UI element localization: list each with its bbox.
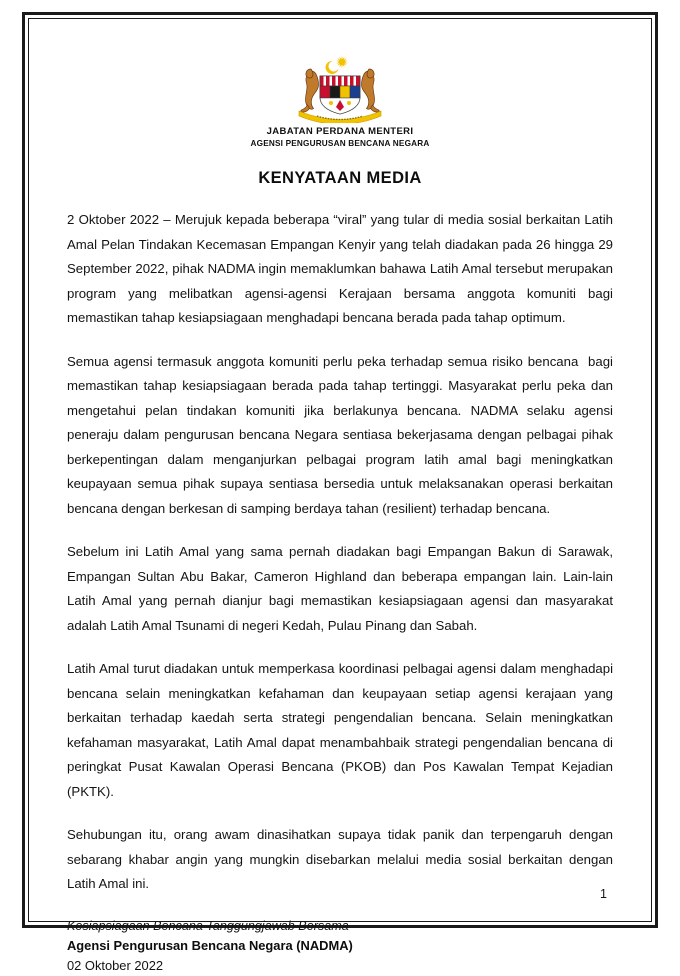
page-border-outer [22,12,658,973]
signature-tagline: Kesiapsiagaan Bencana Tanggungjawab Bersama [67,918,349,933]
page-border-inner [28,18,652,973]
signature-block [67,916,613,976]
paragraph-5: Sehubungan itu, orang awam dinasihatkan supaya tidak panik dan terpengaruh dengan sebarang khabar angin yang mungkin disebarkan melalui media sosial berkaitan dengan Latih Amal ini. [67,827,617,891]
paragraph-4: Latih Amal turut diadakan untuk memperkasa koordinasi pelbagai agensi dalam menghadapi bencana selain meningkatkan kefahaman dan keupayaan setiap agensi kerajaan yang berkaitan terhadap kaedah serta strategi pengendalian bencana. Selain meningkatkan kefahaman masyarakat, Latih Amal dapat menambahbaik strategi pengendalian bencana di peringkat Pusat Kawalan Operasi Bencana (PKOB) dan Pos Kawalan Tempat Kejadian (PKTK). [67,661,617,799]
org-line-primary: JABATAN PERDANA MENTERI [266,126,414,137]
paragraph-3: Sebelum ini Latih Amal yang sama pernah diadakan bagi Empangan Bakun di Sarawak, Empangan Sultan Abu Bakar, Cameron Highland dan beberapa empangan lain. Lain-lain Latih Amal yang pernah dianjur bagi memastikan kesiapsiagaan agensi dan masyarakat adalah Latih Amal Tsunami di negeri Kedah, Pulau Pinang dan Sabah. [67,544,617,633]
signature-date: 02 Oktober 2022 [67,957,164,973]
paragraph-1: 2 Oktober 2022 – Merujuk kepada beberapa “viral” yang tular di media sosial berkaitan Latih Amal Pelan Tindakan Kecemasan Empangan Kenyir yang telah diadakan pada 26 hingga 29 September 2022, pihak NADMA ingin memaklumkan bahawa Latih Amal tersebut merupakan program yang melibatkan agensi-agensi Kerajaan bersama anggota komuniti bagi memastikan tahap kesiapsiagaan menghadapi bencana berada pada tahap optimum. [67,212,617,325]
page-title: KENYATAAN MEDIA [258,169,422,187]
signature-organisation: Agensi Pengurusan Bencana Negara (NADMA) [67,937,353,953]
letterhead [67,49,613,149]
malaysia-coat-of-arms-icon [281,49,399,123]
document-content [29,19,651,973]
paragraph-2: Semua agensi termasuk anggota komuniti perlu peka terhadap semua risiko bencana bagi memastikan tahap kesiapsiagaan berada pada tahap tertinggi. Masyarakat perlu peka dan mengetahui pelan tindakan komuniti jika berlakunya bencana. NADMA selaku agensi peneraju dalam pengurusan bencana Negara sentiasa bekerjasama dengan pelbagai pihak berkepentingan dalam menganjurkan pelbagai program latih amal bagi meningkatkan keupayaan semua pihak supaya sentiasa bersedia untuk melaksanakan operasi berkaitan bencana dengan berkesan di samping berdaya tahan (resilient) terhadap bencana. [67,353,617,516]
page-number: 1 [600,887,607,901]
org-line-secondary: AGENSI PENGURUSAN BENCANA NEGARA [250,139,430,148]
